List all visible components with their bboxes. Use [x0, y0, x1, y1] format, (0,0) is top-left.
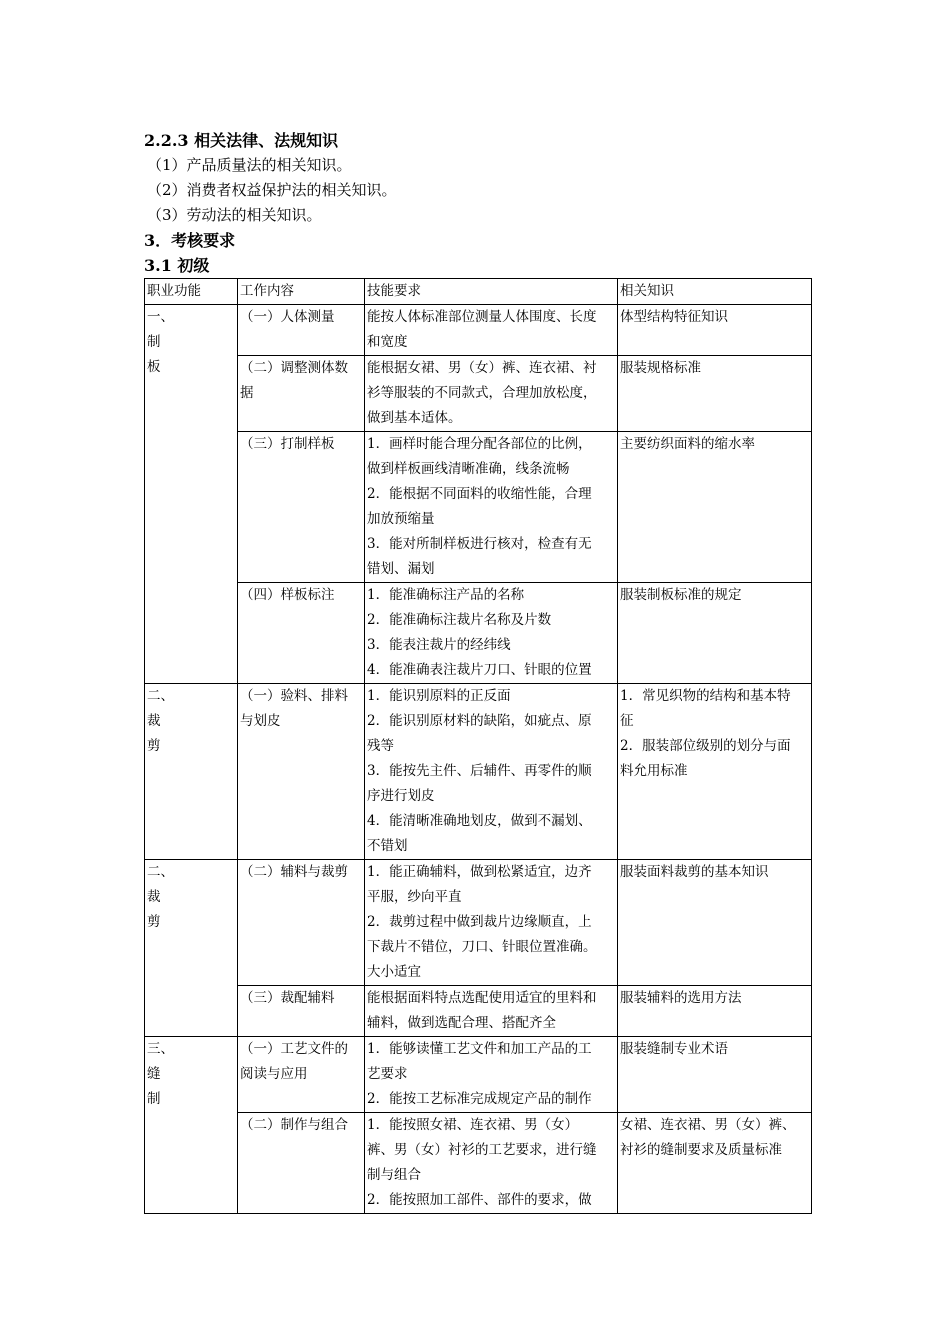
- content-cell: [238, 860, 365, 986]
- cell-line: （二）制作与组合: [240, 1117, 348, 1133]
- cell-line: 裤、男（女）衬衫的工艺要求，进行缝: [367, 1142, 597, 1158]
- knowledge-cell: [618, 986, 812, 1037]
- content-cell: [238, 583, 365, 684]
- skill-cell: [365, 684, 618, 860]
- cell-line: （二）辅料与裁剪: [240, 864, 348, 880]
- content-cell: [238, 432, 365, 583]
- skill-cell: [365, 986, 618, 1037]
- cell-line: 板: [147, 359, 161, 375]
- cell-line: 主要纺织面料的缩水率: [620, 436, 755, 452]
- cell-line: （一）工艺文件的: [240, 1041, 348, 1057]
- table-row: [145, 1037, 812, 1113]
- content-cell: [238, 986, 365, 1037]
- cell-line: 服装面料裁剪的基本知识: [620, 864, 769, 880]
- cell-line: （二）调整测体数: [240, 360, 348, 376]
- table-row: [145, 986, 812, 1037]
- table-row: [145, 1113, 812, 1214]
- assessment-table: [144, 278, 812, 1214]
- cell-line: （四）样板标注: [240, 587, 335, 603]
- content-cell: [238, 1113, 365, 1214]
- cell-line: 4．能准确表注裁片刀口、针眼的位置: [367, 662, 592, 678]
- knowledge-cell: [618, 684, 812, 860]
- skill-cell: [365, 860, 618, 986]
- cell-line: 与划皮: [240, 713, 281, 729]
- cell-line: 二、: [147, 864, 174, 880]
- cell-line: 服装缝制专业术语: [620, 1041, 728, 1057]
- cell-line: 女裙、连衣裙、男（女）裤、: [620, 1117, 796, 1133]
- cell-line: （三）打制样板: [240, 436, 335, 452]
- cell-line: 一、: [147, 309, 174, 325]
- cell-line: 1．能识别原料的正反面: [367, 688, 511, 704]
- cell-line: 服装制板标准的规定: [620, 587, 742, 603]
- cell-line: 辅料，做到选配合理、搭配齐全: [367, 1015, 556, 1031]
- law-item-1: （1）产品质量法的相关知识。: [147, 156, 352, 174]
- cell-line: 衫等服装的不同款式，合理加放松度，: [367, 385, 597, 401]
- content-cell: [238, 684, 365, 860]
- table-row: [145, 860, 812, 986]
- cell-line: 2．服装部位级别的划分与面: [620, 738, 791, 754]
- cell-line: 制: [147, 1091, 161, 1107]
- cell-line: 体型结构特征知识: [620, 309, 728, 325]
- cell-line: 三、: [147, 1041, 174, 1057]
- cell-line: 加放预缩量: [367, 511, 435, 527]
- cell-line: 裁: [147, 889, 161, 905]
- cell-line: 2．能识别原材料的缺陷，如疵点、原: [367, 713, 592, 729]
- cell-line: 能根据面料特点选配使用适宜的里料和: [367, 990, 597, 1006]
- law-item-2: （2）消费者权益保护法的相关知识。: [147, 181, 397, 199]
- table-row: [145, 684, 812, 860]
- content-cell: [238, 1037, 365, 1113]
- skill-cell: [365, 356, 618, 432]
- table-row: [145, 305, 812, 356]
- cell-line: （一）验料、排料: [240, 688, 348, 704]
- cell-line: 1．常见织物的结构和基本特: [620, 688, 791, 704]
- function-cell: [145, 1037, 238, 1214]
- cell-line: 4．能清晰准确地划皮，做到不漏划、: [367, 813, 592, 829]
- cell-line: 1．能够读懂工艺文件和加工产品的工: [367, 1041, 592, 1057]
- skill-cell: [365, 1113, 618, 1214]
- function-cell: [145, 860, 238, 1037]
- header-cell-function: 职业功能: [145, 279, 238, 305]
- cell-line: 不错划: [367, 838, 408, 854]
- cell-line: 1．能准确标注产品的名称: [367, 587, 525, 603]
- skill-cell: [365, 1037, 618, 1113]
- cell-line: 缝: [147, 1066, 161, 1082]
- cell-line: 3．能表注裁片的经纬线: [367, 637, 511, 653]
- function-cell: [145, 305, 238, 684]
- cell-line: 衬衫的缝制要求及质量标准: [620, 1142, 782, 1158]
- header-cell-content: 工作内容: [238, 279, 365, 305]
- document-body: [144, 128, 809, 1214]
- header-cell-knowledge: 相关知识: [618, 279, 812, 305]
- cell-line: 二、: [147, 688, 174, 704]
- section-heading-2-2-3: 2.2.3 相关法律、法规知识: [144, 131, 339, 150]
- cell-line: 艺要求: [367, 1066, 408, 1082]
- cell-line: 2．能准确标注裁片名称及片数: [367, 612, 552, 628]
- knowledge-cell: [618, 583, 812, 684]
- cell-line: 残等: [367, 738, 394, 754]
- cell-line: 3．能按先主件、后辅件、再零件的顺: [367, 763, 592, 779]
- section-heading-3-1: 3.1 初级: [144, 256, 210, 275]
- cell-line: 下裁片不错位，刀口、针眼位置准确。: [367, 939, 597, 955]
- cell-line: 能按人体标准部位测量人体围度、长度: [367, 309, 597, 325]
- cell-line: （三）裁配辅料: [240, 990, 335, 1006]
- knowledge-cell: [618, 860, 812, 986]
- cell-line: 剪: [147, 738, 161, 754]
- cell-line: 据: [240, 385, 254, 401]
- cell-line: 制与组合: [367, 1167, 421, 1183]
- skill-cell: [365, 432, 618, 583]
- knowledge-cell: [618, 1113, 812, 1214]
- cell-line: 序进行划皮: [367, 788, 435, 804]
- cell-line: 能根据女裙、男（女）裤、连衣裙、衬: [367, 360, 597, 376]
- table-header-row: [145, 279, 812, 305]
- cell-line: 3．能对所制样板进行核对，检查有无: [367, 536, 592, 552]
- cell-line: 裁: [147, 713, 161, 729]
- cell-line: 做到基本适体。: [367, 410, 462, 426]
- cell-line: 2．能按照加工部件、部件的要求，做: [367, 1192, 592, 1208]
- knowledge-cell: [618, 432, 812, 583]
- cell-line: 制: [147, 334, 161, 350]
- function-cell: [145, 684, 238, 860]
- header-cell-skill: 技能要求: [365, 279, 618, 305]
- knowledge-cell: [618, 1037, 812, 1113]
- cell-line: 1．能按照女裙、连衣裙、男（女）: [367, 1117, 579, 1133]
- cell-line: 2．能根据不同面料的收缩性能，合理: [367, 486, 592, 502]
- cell-line: 阅读与应用: [240, 1066, 308, 1082]
- cell-line: 料允用标准: [620, 763, 688, 779]
- table-row: [145, 356, 812, 432]
- knowledge-cell: [618, 356, 812, 432]
- content-cell: [238, 305, 365, 356]
- cell-line: 征: [620, 713, 634, 729]
- law-item-3: （3）劳动法的相关知识。: [147, 206, 322, 224]
- table-row: [145, 583, 812, 684]
- cell-line: 1．能正确辅料，做到松紧适宜，边齐: [367, 864, 592, 880]
- cell-line: 服装规格标准: [620, 360, 701, 376]
- cell-line: 2．能按工艺标准完成规定产品的制作: [367, 1091, 592, 1107]
- skill-cell: [365, 305, 618, 356]
- cell-line: 服装辅料的选用方法: [620, 990, 742, 1006]
- section-heading-3: 3．考核要求: [144, 231, 236, 250]
- cell-line: 剪: [147, 914, 161, 930]
- cell-line: 平服，纱向平直: [367, 889, 462, 905]
- knowledge-cell: [618, 305, 812, 356]
- cell-line: 大小适宜: [367, 964, 421, 980]
- cell-line: （一）人体测量: [240, 309, 335, 325]
- cell-line: 错划、漏划: [367, 561, 435, 577]
- cell-line: 1．画样时能合理分配各部位的比例，: [367, 436, 592, 452]
- cell-line: 做到样板画线清晰准确，线条流畅: [367, 461, 570, 477]
- table-row: [145, 432, 812, 583]
- content-cell: [238, 356, 365, 432]
- cell-line: 2．裁剪过程中做到裁片边缘顺直，上: [367, 914, 592, 930]
- cell-line: 和宽度: [367, 334, 408, 350]
- skill-cell: [365, 583, 618, 684]
